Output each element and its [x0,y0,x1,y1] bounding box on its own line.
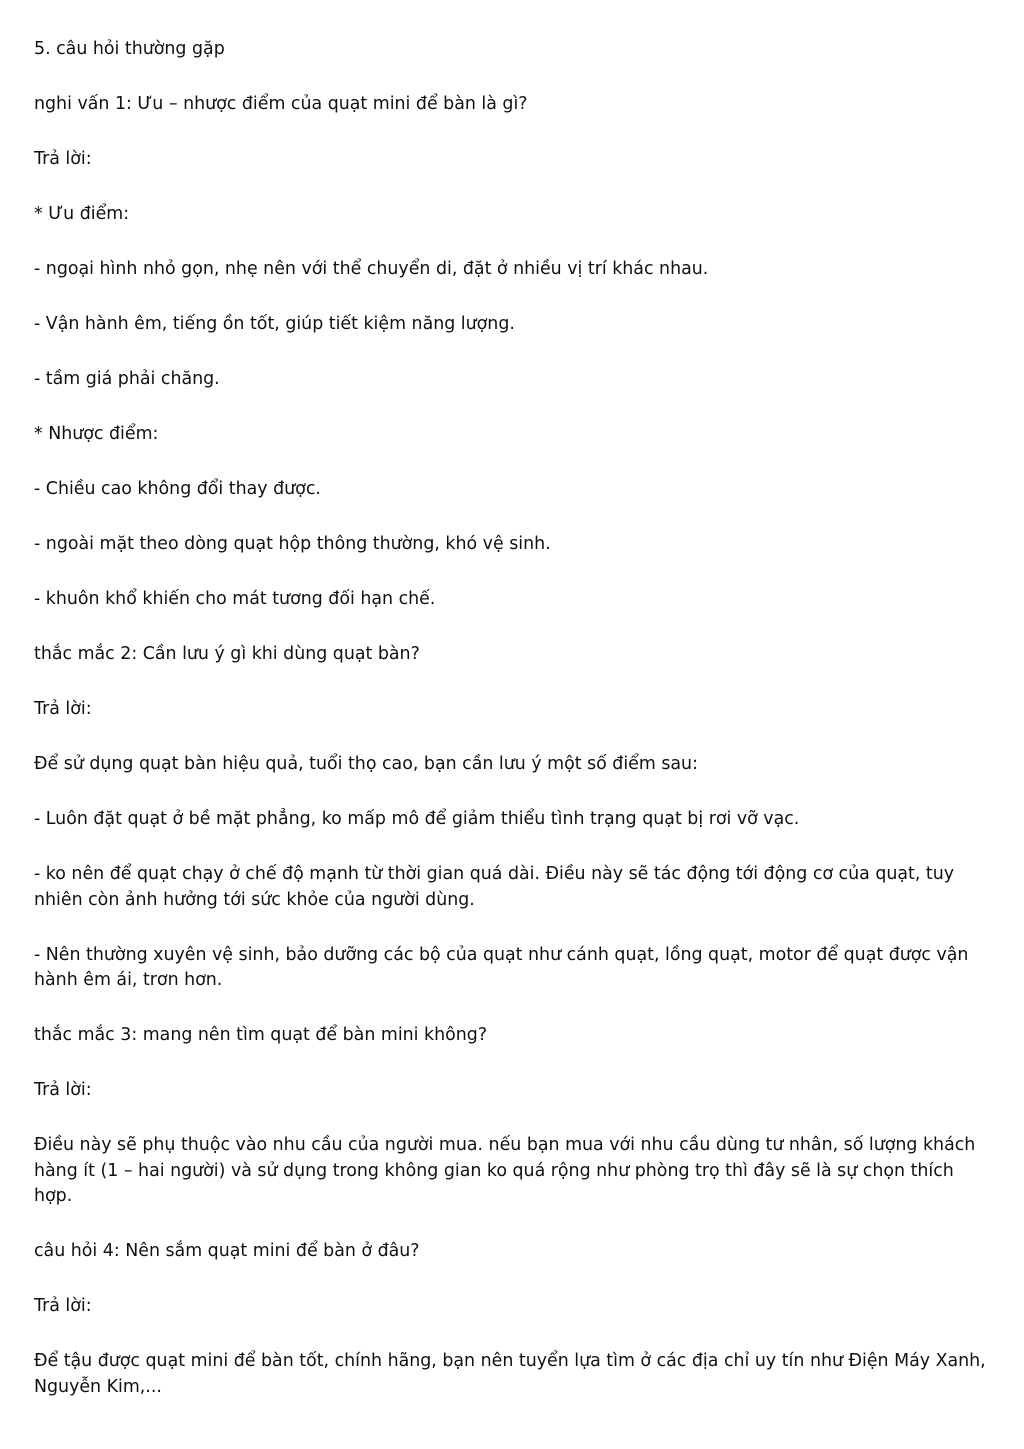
answer-label: Trả lời: [34,1080,92,1100]
question-2: thắc mắc 2: Cần lưu ý gì khi dùng quạt bàn? [34,644,420,664]
list-item: - Vận hành êm, tiếng ồn tốt, giúp tiết kiệm năng lượng. [34,314,515,334]
list-item: - tầm giá phải chăng. [34,369,220,389]
answer-text: Để sử dụng quạt bàn hiệu quả, tuổi thọ cao, bạn cần lưu ý một số điểm sau: [34,754,698,774]
section-heading: 5. câu hỏi thường gặp [34,39,225,59]
list-item: - khuôn khổ khiến cho mát tương đối hạn chế. [34,589,436,609]
question-3: thắc mắc 3: mang nên tìm quạt để bàn mini không? [34,1025,488,1045]
answer-text: Để tậu được quạt mini để bàn tốt, chính hãng, bạn nên tuyển lựa tìm ở các địa chỉ uy tín như Điện Máy Xanh, Nguyễn Kim,... [34,1351,986,1397]
disadvantages-heading: * Nhược điểm: [34,424,159,444]
list-item: - Nên thường xuyên vệ sinh, bảo dưỡng các bộ của quạt như cánh quạt, lồng quạt, motor để quạt được vận hành êm ái, trơn hơn. [34,944,969,990]
list-item: - ngoài mặt theo dòng quạt hộp thông thường, khó vệ sinh. [34,534,551,554]
answer-label: Trả lời: [34,1296,92,1316]
advantages-heading: * Ưu điểm: [34,204,130,224]
answer-label: Trả lời: [34,699,92,719]
question-1: nghi vấn 1: Ưu – nhược điểm của quạt mini để bàn là gì? [34,94,528,114]
answer-label: Trả lời: [34,149,92,169]
question-4: câu hỏi 4: Nên sắm quạt mini để bàn ở đâu? [34,1241,420,1261]
list-item: - ngoại hình nhỏ gọn, nhẹ nên với thể chuyển di, đặt ở nhiều vị trí khác nhau. [34,259,709,279]
list-item: - Luôn đặt quạt ở bề mặt phẳng, ko mấp mô để giảm thiểu tình trạng quạt bị rơi vỡ vạc. [34,809,800,829]
document-body [34,37,990,1400]
list-item: - Chiều cao không đổi thay được. [34,479,321,499]
list-item: - ko nên để quạt chạy ở chế độ mạnh từ thời gian quá dài. Điều này sẽ tác động tới động cơ của quạt, tuy nhiên còn ảnh hưởng tới sức khỏe của người dùng. [34,864,955,910]
answer-text: Điều này sẽ phụ thuộc vào nhu cầu của người mua. nếu bạn mua với nhu cầu dùng tư nhân, số lượng khách hàng ít (1 – hai người) và sử dụng trong không gian ko quá rộng như phòng trọ thì đây sẽ là sự chọn thích hợp. [34,1135,976,1206]
